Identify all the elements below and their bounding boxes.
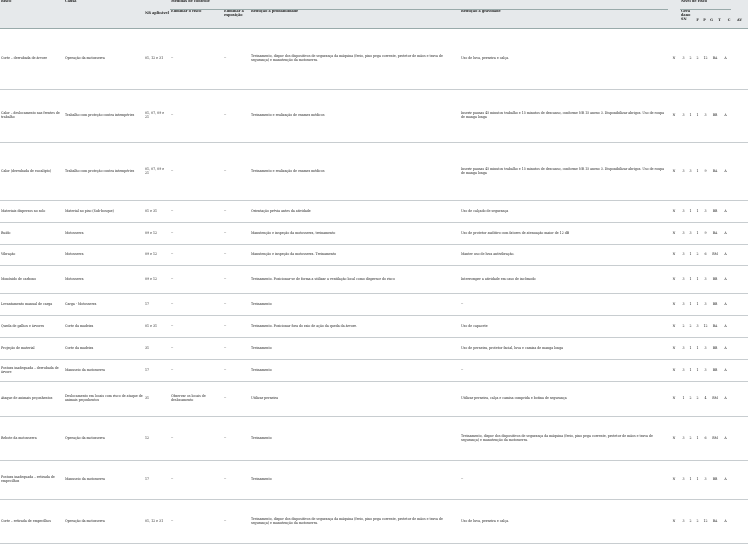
nivel-f-cell: 3 xyxy=(682,477,685,482)
nivel-f-cell: 3 xyxy=(682,230,685,235)
eliminar-risco-cell: -- xyxy=(171,276,174,281)
nr-cell: 09 e 12 xyxy=(145,276,158,281)
nivel-g-cell: 2 xyxy=(696,396,699,401)
nivel-t-cell: 3 xyxy=(704,367,707,372)
table-row xyxy=(0,500,748,544)
nr-cell: 01 e 31 xyxy=(145,323,158,328)
nivel-t-cell: 9 xyxy=(704,230,707,235)
nivel-g-cell: 3 xyxy=(696,323,699,328)
nivel-g-cell: 1 xyxy=(696,276,699,281)
eliminar-exposicao-cell: -- xyxy=(224,367,227,372)
reducao-probabilidade-cell: Treinamento. Posicionar-se de forma a utilizar a ventilação local como dispersor do risco xyxy=(251,276,395,281)
nivel-c-cell: BB xyxy=(712,477,718,482)
nivel-f-cell: 3 xyxy=(682,56,685,61)
nivel-g-cell: 1 xyxy=(696,345,699,350)
reducao-probabilidade-cell: Treinamento xyxy=(251,435,272,440)
eliminar-exposicao-cell: -- xyxy=(224,518,227,523)
nr-cell: 17 xyxy=(145,301,150,306)
header-reducao-gravidade: Redução a gravidade xyxy=(460,10,668,29)
nivel-av-cell: A xyxy=(724,323,727,328)
nivel-t-cell: 12 xyxy=(703,323,708,328)
nivel-av-cell: A xyxy=(724,435,727,440)
nivel-t-cell: 12 xyxy=(703,518,708,523)
reducao-probabilidade-cell: Treinamento xyxy=(251,301,272,306)
nivel-g-cell: 1 xyxy=(696,208,699,213)
risco-cell: Calor (derrubada de eucalipto) xyxy=(1,168,52,173)
nivel-f-cell: 1 xyxy=(682,396,685,401)
eliminar-risco-cell: -- xyxy=(171,518,174,523)
nivel-av-cell: A xyxy=(724,113,727,118)
nr-cell: 17 xyxy=(145,477,150,482)
nivel-t-cell: 4 xyxy=(704,396,707,401)
risco-cell: Monóxido de carbono xyxy=(1,276,37,281)
header-row-top xyxy=(0,0,748,10)
eliminar-exposicao-cell: -- xyxy=(224,252,227,257)
eliminar-exposicao-cell: -- xyxy=(224,113,227,118)
header-causa: Causa xyxy=(64,0,144,29)
eliminar-exposicao-cell: -- xyxy=(224,230,227,235)
nivel-t-cell: 3 xyxy=(704,345,707,350)
header-c: C xyxy=(727,18,731,22)
nivel-f-cell: 3 xyxy=(682,435,685,440)
table-row xyxy=(0,360,748,382)
eliminar-risco-cell: -- xyxy=(171,113,174,118)
nivel-f-cell: 3 xyxy=(682,113,685,118)
nivel-p-cell: 1 xyxy=(689,477,692,482)
nivel-f-cell: 3 xyxy=(682,276,685,281)
reducao-probabilidade-cell: Treinamento, dispor dos dispositivos de segurança da máquina (freio, pino pega corrente, protetor de mãos e trava de segurança) e manutenção da motosserra. xyxy=(251,516,443,525)
causa-cell: Manuseio da motosserra xyxy=(65,477,105,482)
table-row xyxy=(0,245,748,266)
nr-cell: 01, 12 e 31 xyxy=(145,56,164,61)
nivel-g-cell: 1 xyxy=(696,113,699,118)
nivel-av-cell: A xyxy=(724,56,727,61)
nivel-f-cell: 3 xyxy=(682,252,685,257)
nivel-av-cell: A xyxy=(724,276,727,281)
risk-table-body xyxy=(0,29,748,544)
nivel-f-cell: 3 xyxy=(682,301,685,306)
header-p: P xyxy=(703,18,706,22)
reducao-gravidade-cell: -- xyxy=(461,301,464,306)
reducao-probabilidade-cell: Treinamento e realização de exames médicos xyxy=(251,113,325,118)
risco-cell: Materiais dispersos no solo xyxy=(1,208,46,213)
causa-cell: Motosserra xyxy=(65,230,84,235)
table-row xyxy=(0,90,748,143)
eliminar-exposicao-cell: -- xyxy=(224,477,227,482)
nivel-p-cell: 1 xyxy=(689,276,692,281)
table-row xyxy=(0,201,748,223)
gera-dano-cell: N xyxy=(672,230,676,235)
eliminar-risco-cell: -- xyxy=(171,323,174,328)
nivel-p-cell: 1 xyxy=(689,252,692,257)
header-risco: Risco xyxy=(0,0,64,29)
nivel-t-cell: 3 xyxy=(704,113,707,118)
eliminar-exposicao-cell: -- xyxy=(224,168,227,173)
reducao-gravidade-cell: Treinamento, dispor dos dispositivos de segurança da máquina (freio, pino pega corrente, protetor de mãos e trava de segurança) e manutenção da motosserra. xyxy=(461,433,653,442)
nivel-t-cell: 9 xyxy=(704,168,707,173)
header-g: G xyxy=(710,18,713,22)
reducao-gravidade-cell: Interromper a atividade em caso de incômodo xyxy=(461,276,536,281)
nivel-f-cell: 3 xyxy=(682,367,685,372)
gera-dano-cell: N xyxy=(672,113,676,118)
eliminar-exposicao-cell: -- xyxy=(224,435,227,440)
nivel-t-cell: 3 xyxy=(704,301,707,306)
nivel-av-cell: A xyxy=(724,301,727,306)
causa-cell: Deslocamento em locais com risco de ataque de animais peçonhentos xyxy=(65,394,143,402)
nivel-f-cell: 3 xyxy=(682,518,685,523)
reducao-probabilidade-cell: Manutenção e inspeção da motosserra. Treinamento xyxy=(251,252,337,257)
risco-cell: Ruído xyxy=(1,230,11,235)
risco-cell: Vibração xyxy=(1,252,16,257)
reducao-gravidade-cell: Uso de luva, perneira e calça. xyxy=(461,56,510,61)
nivel-f-cell: 3 xyxy=(682,168,685,173)
risco-cell: Postura inadequada – retirada de empecilhos xyxy=(1,475,55,483)
reducao-probabilidade-cell: Treinamento xyxy=(251,477,272,482)
nivel-p-cell: 2 xyxy=(689,518,692,523)
risco-cell: Queda de galhos e árvores xyxy=(1,323,45,328)
nivel-p-cell: 2 xyxy=(689,396,692,401)
risco-cell: Corte – derrubada de árvore xyxy=(1,56,48,61)
header-medidas: Medidas de controle xyxy=(170,0,668,10)
reducao-gravidade-cell: Inserir pausas 45 minutos trabalho e 15 minutos de descanso, conforme NR 15 anexo 3. Disponibilizar abrigos. Uso de roupa de manga longa xyxy=(461,166,664,175)
nr-cell: 12 xyxy=(145,435,150,440)
nivel-p-cell: 2 xyxy=(689,435,692,440)
eliminar-exposicao-cell: -- xyxy=(224,56,227,61)
nivel-t-cell: 6 xyxy=(704,252,707,257)
eliminar-risco-cell: -- xyxy=(171,367,174,372)
nivel-p-cell: 2 xyxy=(689,56,692,61)
risco-cell: Postura inadequada – derrubada de árvore xyxy=(1,365,59,374)
reducao-gravidade-cell: Uso de luva, perneira e calça. xyxy=(461,518,510,523)
nivel-av-cell: A xyxy=(724,208,727,213)
nivel-av-cell: A xyxy=(724,518,727,523)
nivel-c-cell: BA xyxy=(712,56,718,61)
risco-cell: Corte – retirada de empecilhos xyxy=(1,518,51,523)
header-av: AV xyxy=(737,18,743,22)
nivel-p-cell: 1 xyxy=(689,113,692,118)
nr-cell: 09 e 12 xyxy=(145,230,158,235)
nivel-g-cell: 1 xyxy=(696,301,699,306)
table-row xyxy=(0,294,748,316)
table-row xyxy=(0,417,748,461)
table-row xyxy=(0,29,748,90)
causa-cell: Operação da motosserra xyxy=(65,56,105,61)
nivel-p-cell: 3 xyxy=(689,230,692,235)
nivel-c-cell: BB xyxy=(712,208,718,213)
causa-cell: Trabalho com proteção contra intempéries xyxy=(65,168,135,173)
eliminar-exposicao-cell: -- xyxy=(224,345,227,350)
nivel-c-cell: BB xyxy=(712,367,718,372)
reducao-gravidade-cell: Uso de capacete xyxy=(461,323,488,328)
nivel-g-cell: 2 xyxy=(696,56,699,61)
risco-cell: Ataque de animais peçonhentos xyxy=(1,396,53,401)
table-row xyxy=(0,316,748,338)
eliminar-risco-cell: -- xyxy=(171,230,174,235)
eliminar-risco-cell: -- xyxy=(171,345,174,350)
reducao-probabilidade-cell: Orientação prévia antes da atividade xyxy=(251,208,311,213)
risco-cell: Levantamento manual de carga xyxy=(1,301,53,306)
gera-dano-cell: N xyxy=(672,56,676,61)
causa-cell: Operação da motosserra xyxy=(65,435,105,440)
gera-dano-cell: N xyxy=(672,477,676,482)
reducao-gravidade-cell: Inserir pausas 45 minutos trabalho e 15 minutos de descanso, conforme NR 15 anexo 3. Disponibilizar abrigos. Uso de roupa de manga longa xyxy=(461,111,664,119)
nivel-av-cell: A xyxy=(724,367,727,372)
reducao-gravidade-cell: -- xyxy=(461,477,464,482)
causa-cell: Operação da motosserra xyxy=(65,518,105,523)
eliminar-exposicao-cell: -- xyxy=(224,301,227,306)
eliminar-exposicao-cell: -- xyxy=(224,208,227,213)
table-row xyxy=(0,223,748,245)
nr-cell: 01, 07, 09 e 21 xyxy=(145,166,165,175)
risco-cell: Rebote da motosserra xyxy=(1,435,37,440)
nivel-c-cell: BB xyxy=(712,345,718,350)
nivel-c-cell: BM xyxy=(712,396,718,401)
reducao-gravidade-cell: Uso de perneira, protetor facial, luva e camisa de manga longa xyxy=(461,345,564,350)
gera-dano-cell: N xyxy=(672,252,676,257)
header-eliminar-exposicao: Eliminar a exposição xyxy=(223,10,250,29)
reducao-probabilidade-cell: Utilizar perneira xyxy=(251,396,278,401)
reducao-gravidade-cell: -- xyxy=(461,367,464,372)
nivel-g-cell: 2 xyxy=(696,252,699,257)
nivel-c-cell: BB xyxy=(712,113,718,118)
nivel-c-cell: BA xyxy=(712,323,718,328)
reducao-probabilidade-cell: Treinamento xyxy=(251,367,272,372)
gera-dano-cell: N xyxy=(672,367,676,372)
reducao-probabilidade-cell: Treinamento e realização de exames médicos xyxy=(251,168,325,173)
causa-cell: Motosserra xyxy=(65,252,84,257)
nr-cell: 01, 07, 09 e 21 xyxy=(145,111,165,119)
nivel-p-cell: 1 xyxy=(689,367,692,372)
eliminar-risco-cell: -- xyxy=(171,252,174,257)
eliminar-exposicao-cell: -- xyxy=(224,323,227,328)
header-reducao-probabilidade: Redução a probabilidade xyxy=(250,10,460,29)
gera-dano-cell: N xyxy=(672,323,676,328)
gera-dano-cell: N xyxy=(672,396,676,401)
causa-cell: Carga - Motosserra xyxy=(65,301,97,306)
gera-dano-cell: N xyxy=(672,345,676,350)
nivel-c-cell: BA xyxy=(712,518,718,523)
reducao-gravidade-cell: Manter uso de luva antivibração. xyxy=(461,252,515,257)
nr-cell: 09 e 12 xyxy=(145,252,158,257)
causa-cell: Motosserra xyxy=(65,276,84,281)
nivel-av-cell: A xyxy=(724,230,727,235)
nivel-c-cell: BA xyxy=(712,168,718,173)
causa-cell: Material no piso (Sub-bosque) xyxy=(65,208,114,213)
nivel-p-cell: 2 xyxy=(689,323,692,328)
eliminar-risco-cell: -- xyxy=(171,168,174,173)
nivel-g-cell: 2 xyxy=(696,518,699,523)
causa-cell: Trabalho com proteção contra intempéries xyxy=(65,113,135,118)
table-row xyxy=(0,266,748,294)
reducao-gravidade-cell: Uso de calçado de segurança xyxy=(461,208,509,213)
gera-dano-cell: N xyxy=(672,518,676,523)
nr-cell: 01 e 31 xyxy=(145,208,158,213)
eliminar-risco-cell: -- xyxy=(171,435,174,440)
table-row xyxy=(0,382,748,417)
nivel-g-cell: 1 xyxy=(696,435,699,440)
header-f: F xyxy=(696,18,699,22)
nr-cell: 01, 12 e 31 xyxy=(145,518,164,523)
reducao-probabilidade-cell: Manutenção e inspeção da motosserra, treinamento xyxy=(251,230,336,235)
nivel-c-cell: BM xyxy=(712,435,718,440)
header-t: T xyxy=(718,18,721,22)
header-eliminar-risco: Eliminar o risco xyxy=(170,10,223,29)
nivel-av-cell: A xyxy=(724,168,727,173)
nivel-t-cell: 3 xyxy=(704,477,707,482)
eliminar-exposicao-cell: -- xyxy=(224,396,227,401)
risco-cell: Calor – deslocamento nas frentes de trabalho xyxy=(1,111,60,119)
nivel-f-cell: 3 xyxy=(682,345,685,350)
causa-cell: Corte da madeira xyxy=(65,323,94,328)
nivel-p-cell: 3 xyxy=(689,168,692,173)
nr-cell: 17 xyxy=(145,367,150,372)
nivel-f-cell: 2 xyxy=(682,323,685,328)
nivel-av-cell: A xyxy=(724,477,727,482)
eliminar-risco-cell: -- xyxy=(171,56,174,61)
header-nivel-risco: Nível de risco xyxy=(680,0,731,10)
header-nr: NR aplicável xyxy=(144,0,170,29)
nivel-p-cell: 1 xyxy=(689,301,692,306)
eliminar-risco-cell: -- xyxy=(171,208,174,213)
risco-cell: Projeção de material xyxy=(1,345,35,350)
gera-dano-cell: N xyxy=(672,276,676,281)
causa-cell: Corte da madeira xyxy=(65,345,94,350)
header-gera-dano: Gera dano SN xyxy=(681,9,691,21)
nivel-f-cell: 3 xyxy=(682,208,685,213)
nr-cell: 31 xyxy=(145,396,150,401)
causa-cell: Manuseio da motosserra xyxy=(65,367,105,372)
nivel-t-cell: 3 xyxy=(704,208,707,213)
gera-dano-cell: N xyxy=(672,168,676,173)
reducao-probabilidade-cell: Treinamento xyxy=(251,345,272,350)
gera-dano-cell: N xyxy=(672,208,676,213)
eliminar-exposicao-cell: -- xyxy=(224,276,227,281)
table-row xyxy=(0,461,748,500)
nivel-c-cell: BB xyxy=(712,276,718,281)
gera-dano-cell: N xyxy=(672,301,676,306)
nivel-t-cell: 6 xyxy=(704,435,707,440)
gera-dano-cell: N xyxy=(672,435,676,440)
eliminar-risco-cell: Observar os locais de deslocamento xyxy=(171,394,206,402)
nr-cell: 31 xyxy=(145,345,150,350)
nivel-t-cell: 12 xyxy=(703,56,708,61)
table-row xyxy=(0,143,748,201)
nivel-c-cell: BB xyxy=(712,301,718,306)
reducao-probabilidade-cell: Treinamento. Posicionar fora do raio de ação da queda da árvore. xyxy=(251,323,358,328)
nivel-g-cell: 1 xyxy=(696,477,699,482)
reducao-gravidade-cell: Uso de protetor auditivo com fatores de atenuação maior de 12 dB xyxy=(461,230,570,235)
reducao-gravidade-cell: Utilizar perneira, calça e camisa comprida e botina de segurança xyxy=(461,396,567,401)
nivel-g-cell: 1 xyxy=(696,230,699,235)
reducao-probabilidade-cell: Treinamento, dispor dos dispositivos de segurança da máquina (freio, pino pega corrente, protetor de mãos e trava de segurança) e manutenção da motosserra. xyxy=(251,54,443,62)
nivel-p-cell: 1 xyxy=(689,208,692,213)
eliminar-risco-cell: -- xyxy=(171,477,174,482)
nivel-t-cell: 3 xyxy=(704,276,707,281)
nivel-g-cell: 1 xyxy=(696,367,699,372)
nivel-g-cell: 1 xyxy=(696,168,699,173)
nivel-c-cell: BM xyxy=(712,252,718,257)
nivel-c-cell: BA xyxy=(712,230,718,235)
table-row xyxy=(0,338,748,360)
eliminar-risco-cell: -- xyxy=(171,301,174,306)
nivel-av-cell: A xyxy=(724,396,727,401)
nivel-av-cell: A xyxy=(724,252,727,257)
nivel-av-cell: A xyxy=(724,345,727,350)
nivel-p-cell: 1 xyxy=(689,345,692,350)
